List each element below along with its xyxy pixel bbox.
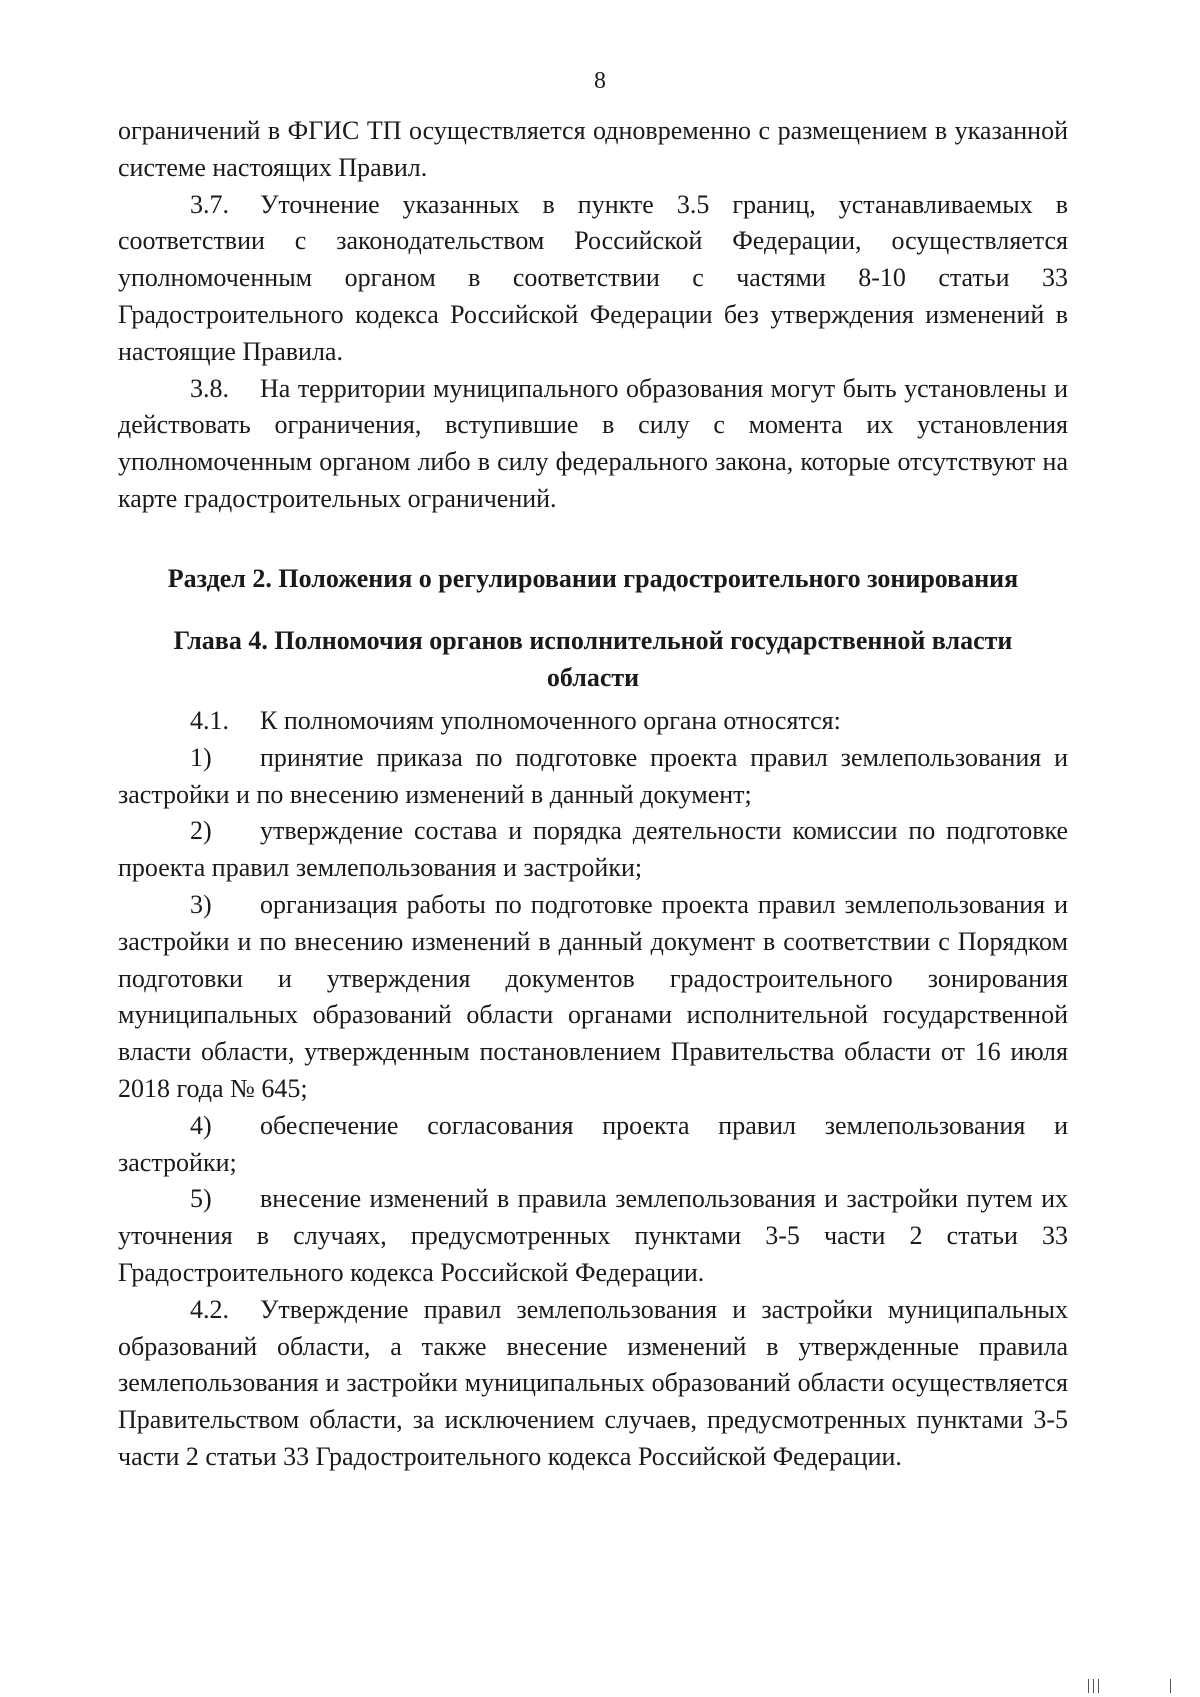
paragraphs-chapter-4 <box>118 703 1068 1476</box>
list-item-number: 3) <box>190 889 212 919</box>
list-item-number: 4) <box>190 1110 212 1140</box>
list-item-text: обеспечение согласования проекта правил землепользования и застройки; <box>118 1110 1068 1177</box>
paragraph-3-8 <box>118 371 1068 518</box>
paragraph-text: К полномочиям уполномоченного органа относятся: <box>260 706 841 735</box>
list-item-1 <box>118 740 1068 814</box>
list-item-4 <box>118 1108 1068 1182</box>
paragraph-text: На территории муниципального образования могут быть установлены и действовать ограничения, вступившие в силу с момента их установления уполномоченным органом либо в силу федерального закона, которые отсутствуют на карте градостроительных ограничений. <box>118 373 1068 513</box>
paragraph-number: 4.1. <box>190 706 229 735</box>
list-item-5 <box>118 1181 1068 1291</box>
paragraph-number: 4.2. <box>190 1294 229 1324</box>
paragraph-4-1 <box>118 703 1068 740</box>
paragraph-text: Утверждение правил землепользования и застройки муниципальных образований области, а также внесение изменений в утвержденные правила землепользования и застройки муниципальных образований области осуществляется Правительством области, за исключением случаев, предусмотренных пунктами 3-5 части 2 статьи 33 Градостроительного кодекса Российской Федерации. <box>118 1294 1068 1471</box>
paragraphs-section-3 <box>118 113 1068 518</box>
list-item-number: 2) <box>190 816 212 846</box>
list-item-number: 1) <box>190 742 212 772</box>
list-item-2 <box>118 813 1068 887</box>
paragraph-number: 3.8. <box>190 373 229 403</box>
list-item-text: внесение изменений в правила землепользования и застройки путем их уточнения в случаях, предусмотренных пунктами 3-5 части 2 статьи 33 Градостроительного кодекса Российской Федерации. <box>118 1184 1068 1287</box>
paragraph-3-7 <box>118 187 1068 371</box>
paragraph-number: 3.7. <box>190 189 229 219</box>
paragraph-text: Уточнение указанных в пункте 3.5 границ, устанавливаемых в соответствии с законодательством Российской Федерации, осуществляется уполномоченным органом в соответствии с частями 8-10 статьи 33 Градостроительного кодекса Российской Федерации без утверждения изменений в настоящие Правила. <box>118 189 1068 366</box>
chapter-heading <box>118 622 1068 696</box>
scan-mark <box>1098 1679 1099 1693</box>
list-item-text: утверждение состава и порядка деятельности комиссии по подготовке проекта правил землепользования и застройки; <box>118 816 1068 883</box>
section-heading: Раздел 2. Положения о регулировании градостроительного зонирования <box>167 564 1019 593</box>
list-item-text: организация работы по подготовке проекта правил землепользования и застройки и по внесению изменений в данный документ в соответствии с Порядком подготовки и утверждения документов градостроительного зонирования муниципальных образований области органами исполнительной государственной власти области, утвержденным постановлением Правительства области от 16 июля 2018 года № 645; <box>118 889 1068 1103</box>
scan-mark <box>1093 1679 1094 1693</box>
list-item-number: 5) <box>190 1184 212 1214</box>
list-item-3 <box>118 887 1068 1108</box>
paragraph-continuation <box>118 113 1068 187</box>
scan-mark <box>1170 1679 1171 1693</box>
list-item-text: принятие приказа по подготовке проекта правил землепользования и застройки и по внесению изменений в данный документ; <box>118 742 1068 809</box>
page-number: 8 <box>594 68 606 94</box>
paragraph-4-2 <box>118 1292 1068 1476</box>
scan-mark <box>1088 1679 1089 1693</box>
chapter-heading-line2: области <box>546 663 640 692</box>
paragraph-text: ограничений в ФГИС ТП осуществляется одновременно с размещением в указанной системе настоящих Правил. <box>118 116 1068 182</box>
chapter-heading-line1: Глава 4. Полномочия органов исполнительной государственной власти <box>173 626 1013 655</box>
